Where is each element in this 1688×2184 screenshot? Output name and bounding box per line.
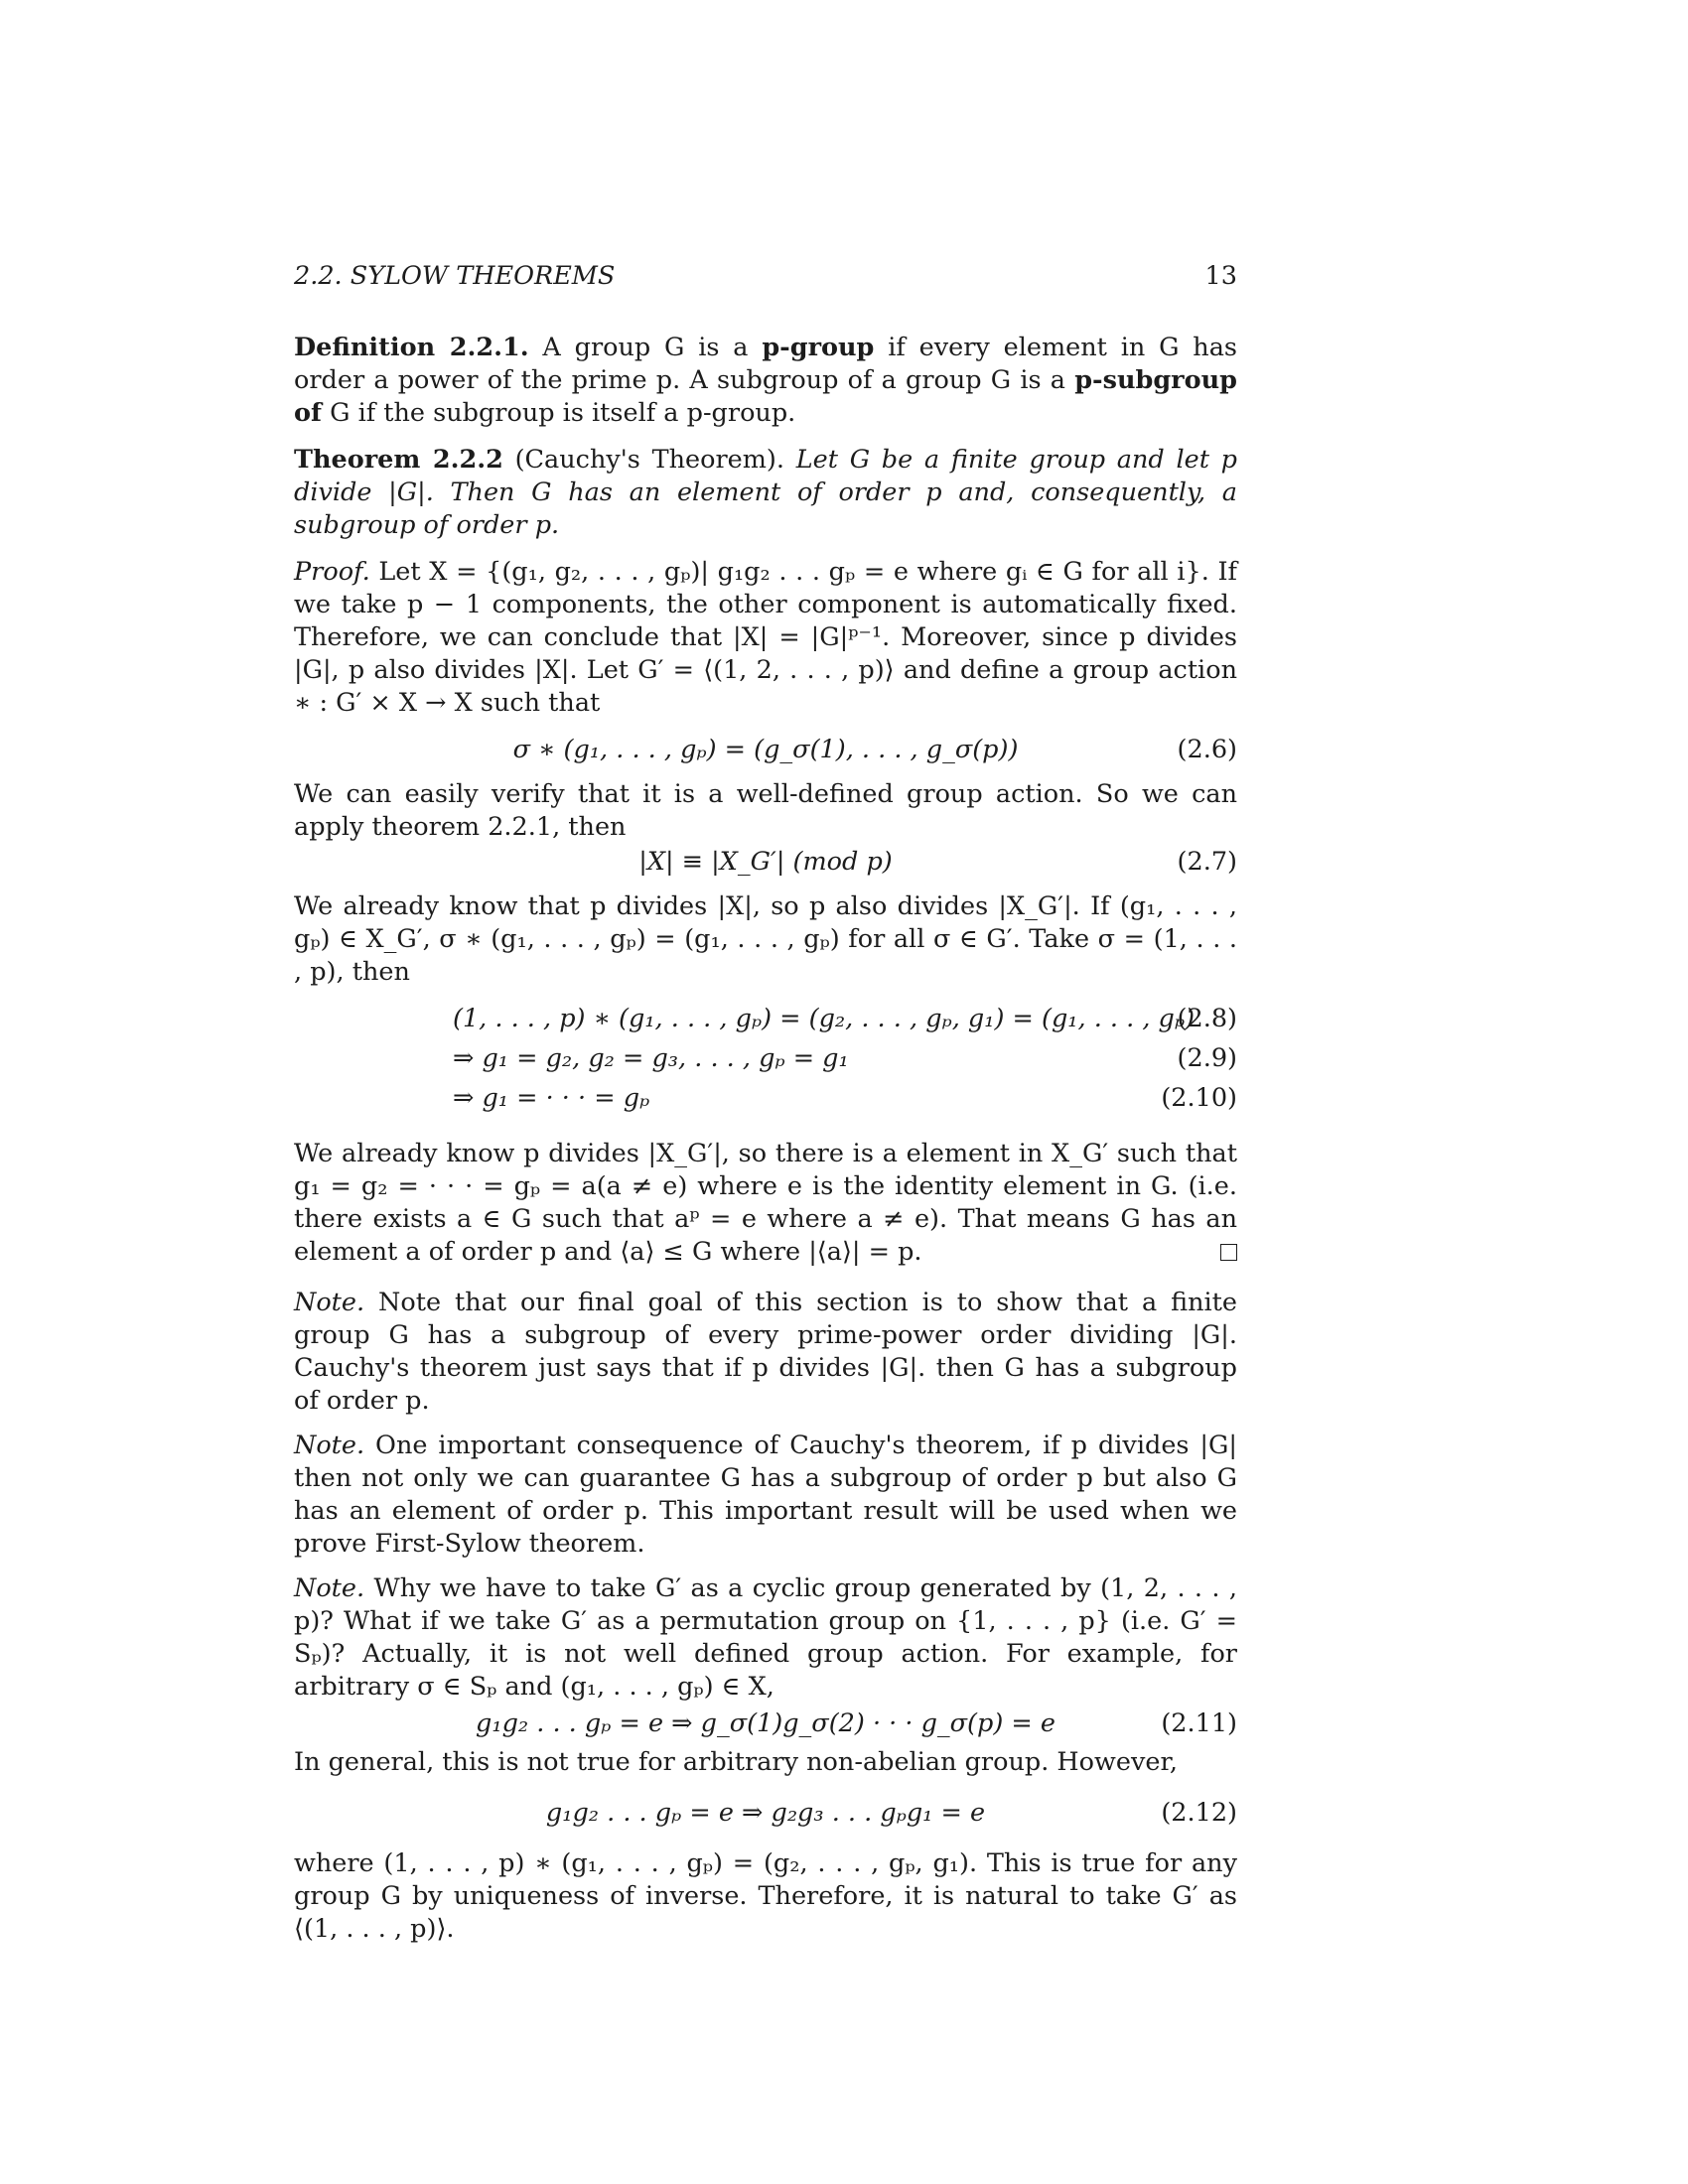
- equation-2-12-body: g₁g₂ . . . gₚ = e ⇒ g₂g₃ . . . gₚg₁ = e: [545, 1798, 986, 1828]
- closing-text-2: where (1, . . . , p) ∗ (g₁, . . . , gₚ) = (g₂, . . . , gₚ, g₁). This is true for any group G by uniqueness of inverse. Therefore, it is natural to take G′ as ⟨(1, . . . , p)⟩.: [294, 1848, 1237, 1944]
- proof-paragraph-3: [294, 890, 1237, 989]
- equation-2-8-body: (1, . . . , p) ∗ (g₁, . . . , gₚ) = (g₂, . . . , gₚ, g₁) = (g₁, . . . , gₚ): [453, 1004, 1196, 1033]
- definition-2-2-1: [294, 332, 1237, 430]
- equation-2-10-body: ⇒ g₁ = · · · = gₚ: [453, 1083, 650, 1113]
- closing-text-1: In general, this is not true for arbitrary non-abelian group. However,: [294, 1747, 1178, 1777]
- document-page: [294, 260, 1237, 1960]
- definition-text-3: G if the subgroup is itself a p-group.: [321, 398, 796, 428]
- proof-text: Let X = {(g₁, g₂, . . . , gₚ)| g₁g₂ . . . gₚ = e where gᵢ ∈ G for all i}. If we take p − 1 components, the other component is automatically fixed. Therefore, we can conclude that |X| = |G|ᵖ⁻¹. Moreover, since p divides |G|, p also divides |X|. Let G′ = ⟨(1, 2, . . . , p)⟩ and define a group action ∗ : G′ × X → X such that: [294, 557, 1237, 718]
- note-1-label: Note.: [294, 1288, 365, 1317]
- equation-2-6: [294, 734, 1237, 766]
- equation-2-11-tag: (2.11): [1161, 1708, 1237, 1738]
- page-number: 13: [1204, 261, 1237, 291]
- proof-text-3: We already know that p divides |X|, so p also divides |X_G′|. If (g₁, . . . , gₚ) ∈ X_G′, σ ∗ (g₁, . . . , gₚ) = (g₁, . . . , gₚ) for all σ ∈ G′. Take σ = (1, . . . , p), then: [294, 891, 1237, 987]
- equation-2-11: [294, 1707, 1237, 1740]
- proof-paragraph: [294, 556, 1237, 720]
- equation-2-7: [294, 846, 1237, 879]
- theorem-name: (Cauchy's Theorem).: [502, 445, 784, 475]
- proof-text-2: We can easily verify that it is a well-defined group action. So we can apply theorem 2.2.1, then: [294, 779, 1237, 842]
- definition-label: Definition 2.2.1.: [294, 333, 529, 362]
- theorem-statement: Let G be a finite group and let p divide |G|. Then G has an element of order p and, consequently, a subgroup of order p.: [294, 445, 1238, 540]
- definition-text-2: if every element in G has order a power of the prime p. A subgroup of a group G is a: [294, 333, 1238, 395]
- note-2-text: One important consequence of Cauchy's theorem, if p divides |G| then not only we can guarantee G has a subgroup of order p but also G has an element of order p. This important result will be used when we prove First-Sylow theorem.: [294, 1431, 1237, 1559]
- note-1-text: Note that our final goal of this section is to show that a finite group G has a subgroup of every prime-power order dividing |G|. Cauchy's theorem just says that if p divides |G|. then G has a subgroup of order p.: [294, 1288, 1237, 1416]
- definition-text-1: A group G is a: [528, 333, 763, 362]
- equation-2-8: [294, 1003, 1237, 1042]
- theorem-2-2-2: [294, 444, 1237, 542]
- closing-paragraph-1: [294, 1746, 1237, 1779]
- equation-2-7-body: |X| ≡ |X_G′| (mod p): [638, 847, 893, 877]
- equation-2-6-body: σ ∗ (g₁, . . . , gₚ) = (g_σ(1), . . . , g_σ(p)): [512, 735, 1019, 764]
- equation-2-12-tag: (2.12): [1161, 1798, 1237, 1828]
- equation-2-10: [294, 1082, 1237, 1122]
- proof-conclusion: [294, 1138, 1237, 1269]
- closing-paragraph-2: [294, 1847, 1237, 1946]
- equation-2-11-body: g₁g₂ . . . gₚ = e ⇒ g_σ(1)g_σ(2) · · · g_σ(p) = e: [476, 1708, 1055, 1738]
- equation-array-2-8-to-2-10: [294, 1003, 1237, 1122]
- section-title: 2.2. SYLOW THEOREMS: [294, 261, 616, 291]
- equation-2-9-body: ⇒ g₁ = g₂, g₂ = g₃, . . . , gₚ = g₁: [453, 1043, 849, 1073]
- qed-square-icon: [1220, 1244, 1237, 1261]
- note-2: [294, 1430, 1237, 1561]
- note-3: [294, 1572, 1237, 1704]
- equation-2-9-tag: (2.9): [1177, 1043, 1237, 1073]
- equation-2-9: [294, 1042, 1237, 1082]
- equation-2-8-tag: (2.8): [1177, 1004, 1237, 1033]
- equation-2-12: [294, 1797, 1237, 1830]
- proof-conclusion-text: We already know p divides |X_G′|, so there is a element in X_G′ such that g₁ = g₂ = · · · = gₚ = a(a ≠ e) where e is the identity element in G. (i.e. there exists a ∈ G such that aᵖ = e where a ≠ e). That means G has an element a of order p and ⟨a⟩ ≤ G where |⟨a⟩| = p.: [294, 1139, 1237, 1267]
- equation-2-6-tag: (2.6): [1177, 735, 1237, 764]
- theorem-label: Theorem 2.2.2: [294, 445, 503, 475]
- definition-term-p-group: p-group: [762, 333, 875, 362]
- note-2-label: Note.: [294, 1431, 365, 1460]
- running-header: [294, 260, 1237, 294]
- equation-2-7-tag: (2.7): [1177, 847, 1237, 877]
- note-3-text: Why we have to take G′ as a cyclic group generated by (1, 2, . . . , p)? What if we take G′ as a permutation group on {1, . . . , p} (i.e. G′ = Sₚ)? Actually, it is not well defined group action. For example, for arbitrary σ ∈ Sₚ and (g₁, . . . , gₚ) ∈ X,: [294, 1573, 1237, 1702]
- note-3-label: Note.: [294, 1573, 365, 1603]
- proof-paragraph-2: [294, 778, 1237, 844]
- equation-2-10-tag: (2.10): [1161, 1083, 1237, 1113]
- proof-label: Proof.: [294, 557, 370, 587]
- note-1: [294, 1287, 1237, 1418]
- definition-term-p-subgroup: p-subgroup of: [294, 365, 1237, 428]
